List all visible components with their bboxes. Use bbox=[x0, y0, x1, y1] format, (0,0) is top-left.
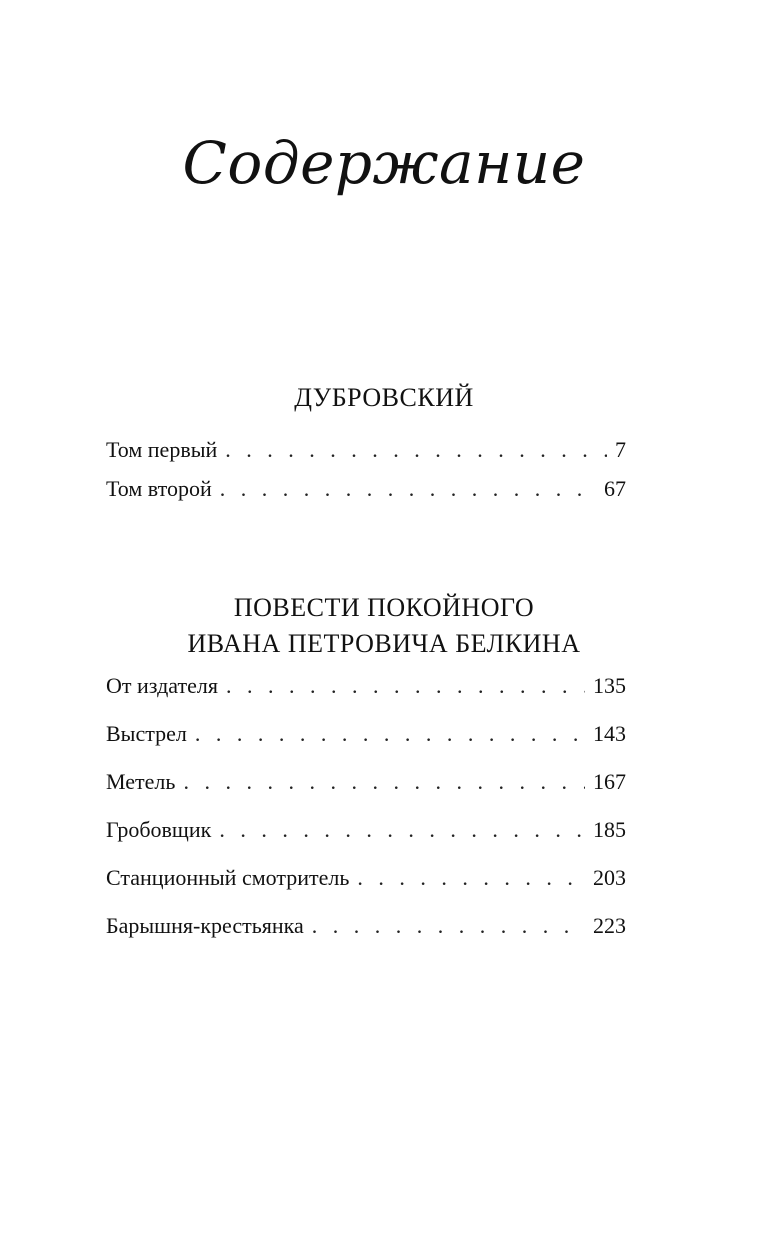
section-heading-line: ДУБРОВСКИЙ bbox=[294, 383, 474, 412]
toc-list-dubrovsky bbox=[106, 436, 626, 503]
toc-leader-dots bbox=[357, 864, 585, 892]
section-heading-dubrovsky bbox=[0, 380, 768, 416]
toc-entry-title: Том первый bbox=[106, 437, 218, 462]
toc-leader-dots bbox=[312, 912, 585, 940]
section-heading-belkin bbox=[0, 590, 768, 662]
toc-entry-title: Гробовщик bbox=[106, 817, 212, 842]
toc-leader-dots bbox=[195, 720, 585, 748]
toc-leader-dots bbox=[226, 672, 585, 700]
toc-entry[interactable] bbox=[106, 436, 626, 464]
toc-entry-title: От издателя bbox=[106, 673, 218, 698]
page-title: Содержание bbox=[182, 129, 586, 197]
toc-leader-dots bbox=[183, 768, 585, 796]
toc-entry-page: 135 bbox=[593, 673, 626, 698]
toc-entry-page: 203 bbox=[593, 865, 626, 890]
toc-entry-page: 7 bbox=[615, 437, 626, 462]
toc-entry-title: Станционный смотритель bbox=[106, 865, 350, 890]
toc-entry-title: Барышня-крестьянка bbox=[106, 913, 304, 938]
toc-entry-title: Том второй bbox=[106, 476, 212, 501]
toc-leader-dots bbox=[219, 816, 585, 844]
toc-entry[interactable] bbox=[106, 864, 626, 892]
section-heading-line: ПОВЕСТИ ПОКОЙНОГО bbox=[233, 593, 535, 622]
section-heading-line: ИВАНА ПЕТРОВИЧА БЕЛКИНА bbox=[187, 629, 581, 658]
toc-entry-page: 143 bbox=[593, 721, 626, 746]
toc-leader-dots bbox=[220, 475, 596, 503]
toc-entry-title: Выстрел bbox=[106, 721, 187, 746]
toc-entry-page: 67 bbox=[604, 476, 626, 501]
toc-list-belkin bbox=[106, 672, 626, 940]
toc-entry[interactable] bbox=[106, 672, 626, 700]
toc-entry-page: 223 bbox=[593, 913, 626, 938]
toc-entry-page: 185 bbox=[593, 817, 626, 842]
toc-entry[interactable] bbox=[106, 912, 626, 940]
toc-entry[interactable] bbox=[106, 720, 626, 748]
toc-entry-page: 167 bbox=[593, 769, 626, 794]
toc-entry[interactable] bbox=[106, 768, 626, 796]
toc-entry[interactable] bbox=[106, 816, 626, 844]
toc-leader-dots bbox=[225, 436, 607, 464]
toc-entry[interactable] bbox=[106, 475, 626, 503]
toc-entry-title: Метель bbox=[106, 769, 176, 794]
